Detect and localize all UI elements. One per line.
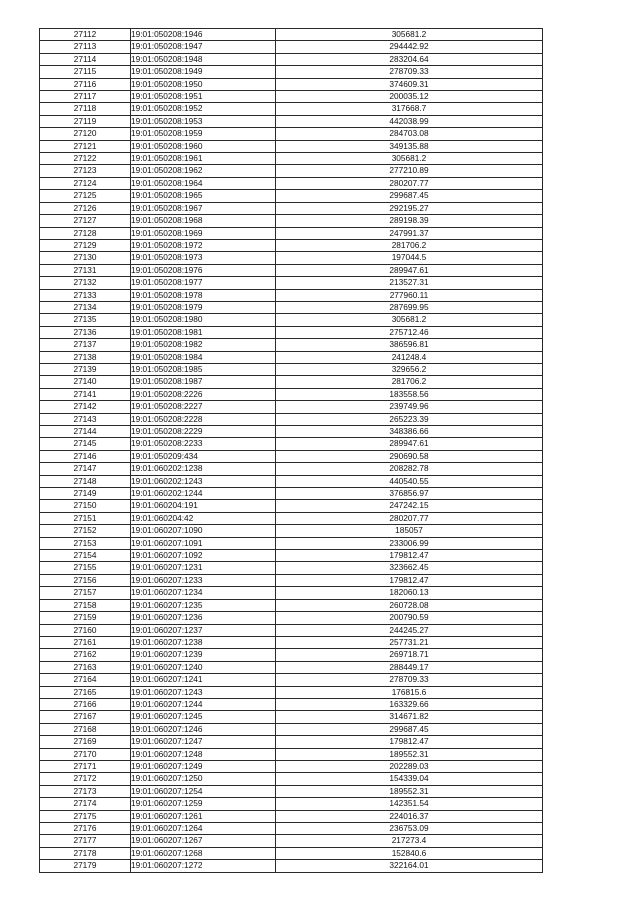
table-row (40, 66, 543, 78)
cadastral-value-cell: 305681.2 (276, 29, 543, 41)
row-number-cell: 27125 (40, 190, 131, 202)
row-number-cell: 27145 (40, 438, 131, 450)
cadastral-value-cell: 283204.64 (276, 53, 543, 65)
cadastral-number-cell: 19:01:060207:1090 (131, 525, 276, 537)
row-number-cell: 27178 (40, 847, 131, 859)
row-number-cell: 27162 (40, 649, 131, 661)
table-row (40, 661, 543, 673)
cadastral-number-cell: 19:01:060207:1237 (131, 624, 276, 636)
cadastral-number-cell: 19:01:060207:1264 (131, 823, 276, 835)
cadastral-value-cell: 287699.95 (276, 301, 543, 313)
cadastral-number-cell: 19:01:060207:1235 (131, 599, 276, 611)
cadastral-number-cell: 19:01:050208:1982 (131, 339, 276, 351)
table-row (40, 698, 543, 710)
cadastral-value-cell: 305681.2 (276, 314, 543, 326)
cadastral-number-cell: 19:01:050208:1973 (131, 252, 276, 264)
cadastral-number-cell: 19:01:050208:1948 (131, 53, 276, 65)
table-row (40, 239, 543, 251)
cadastral-value-cell: 236753.09 (276, 823, 543, 835)
cadastral-number-cell: 19:01:050208:1978 (131, 289, 276, 301)
table-row (40, 550, 543, 562)
cadastral-number-cell: 19:01:050208:1961 (131, 153, 276, 165)
cadastral-number-cell: 19:01:050208:1979 (131, 301, 276, 313)
cadastral-value-cell: 213527.31 (276, 277, 543, 289)
cadastral-value-cell: 260728.08 (276, 599, 543, 611)
row-number-cell: 27154 (40, 550, 131, 562)
row-number-cell: 27133 (40, 289, 131, 301)
table-row (40, 438, 543, 450)
cadastral-number-cell: 19:01:050208:1965 (131, 190, 276, 202)
cadastral-value-cell: 182060.13 (276, 587, 543, 599)
cadastral-value-table (39, 28, 543, 873)
cadastral-number-cell: 19:01:050208:1950 (131, 78, 276, 90)
row-number-cell: 27147 (40, 463, 131, 475)
row-number-cell: 27139 (40, 363, 131, 375)
cadastral-value-cell: 305681.2 (276, 153, 543, 165)
row-number-cell: 27161 (40, 636, 131, 648)
table-row (40, 227, 543, 239)
cadastral-number-cell: 19:01:060202:1243 (131, 475, 276, 487)
table-row (40, 413, 543, 425)
row-number-cell: 27123 (40, 165, 131, 177)
cadastral-value-cell: 314671.82 (276, 711, 543, 723)
row-number-cell: 27174 (40, 798, 131, 810)
table-row (40, 636, 543, 648)
cadastral-number-cell: 19:01:050208:1951 (131, 91, 276, 103)
table-row (40, 587, 543, 599)
table-row (40, 798, 543, 810)
cadastral-value-cell: 154339.04 (276, 773, 543, 785)
row-number-cell: 27173 (40, 785, 131, 797)
table-row (40, 301, 543, 313)
row-number-cell: 27169 (40, 736, 131, 748)
cadastral-value-cell: 142351.54 (276, 798, 543, 810)
row-number-cell: 27153 (40, 537, 131, 549)
cadastral-value-cell: 374609.31 (276, 78, 543, 90)
table-row (40, 314, 543, 326)
cadastral-value-cell: 275712.46 (276, 326, 543, 338)
cadastral-value-cell: 217273.4 (276, 835, 543, 847)
table-row (40, 103, 543, 115)
cadastral-number-cell: 19:01:060207:1272 (131, 860, 276, 872)
row-number-cell: 27165 (40, 686, 131, 698)
cadastral-value-cell: 280207.77 (276, 177, 543, 189)
cadastral-number-cell: 19:01:060207:1259 (131, 798, 276, 810)
cadastral-number-cell: 19:01:050208:1969 (131, 227, 276, 239)
row-number-cell: 27150 (40, 500, 131, 512)
cadastral-value-cell: 179812.47 (276, 574, 543, 586)
row-number-cell: 27112 (40, 29, 131, 41)
cadastral-number-cell: 19:01:050208:2226 (131, 388, 276, 400)
cadastral-number-cell: 19:01:060207:1239 (131, 649, 276, 661)
cadastral-value-cell: 269718.71 (276, 649, 543, 661)
row-number-cell: 27131 (40, 264, 131, 276)
cadastral-value-cell: 202289.03 (276, 760, 543, 772)
cadastral-number-cell: 19:01:050208:2228 (131, 413, 276, 425)
cadastral-value-cell: 289947.61 (276, 438, 543, 450)
table-row (40, 165, 543, 177)
row-number-cell: 27146 (40, 450, 131, 462)
cadastral-number-cell: 19:01:060207:1261 (131, 810, 276, 822)
cadastral-number-cell: 19:01:050209:434 (131, 450, 276, 462)
row-number-cell: 27155 (40, 562, 131, 574)
table-body (40, 29, 543, 873)
cadastral-value-cell: 322164.01 (276, 860, 543, 872)
table-row (40, 785, 543, 797)
table-row (40, 748, 543, 760)
row-number-cell: 27167 (40, 711, 131, 723)
cadastral-number-cell: 19:01:050208:2229 (131, 426, 276, 438)
row-number-cell: 27136 (40, 326, 131, 338)
cadastral-value-cell: 265223.39 (276, 413, 543, 425)
table-row (40, 624, 543, 636)
table-row (40, 537, 543, 549)
table-row (40, 41, 543, 53)
cadastral-number-cell: 19:01:050208:1968 (131, 215, 276, 227)
table-row (40, 78, 543, 90)
row-number-cell: 27127 (40, 215, 131, 227)
table-row (40, 153, 543, 165)
cadastral-number-cell: 19:01:050208:1976 (131, 264, 276, 276)
row-number-cell: 27130 (40, 252, 131, 264)
table-row (40, 612, 543, 624)
cadastral-value-cell: 185057 (276, 525, 543, 537)
table-row (40, 401, 543, 413)
cadastral-value-cell: 289198.39 (276, 215, 543, 227)
table-row (40, 115, 543, 127)
row-number-cell: 27138 (40, 351, 131, 363)
row-number-cell: 27144 (40, 426, 131, 438)
row-number-cell: 27128 (40, 227, 131, 239)
cadastral-value-cell: 257731.21 (276, 636, 543, 648)
cadastral-value-cell: 349135.88 (276, 140, 543, 152)
row-number-cell: 27168 (40, 723, 131, 735)
cadastral-number-cell: 19:01:060207:1243 (131, 686, 276, 698)
row-number-cell: 27177 (40, 835, 131, 847)
table-row (40, 190, 543, 202)
table-row (40, 128, 543, 140)
row-number-cell: 27166 (40, 698, 131, 710)
row-number-cell: 27163 (40, 661, 131, 673)
cadastral-number-cell: 19:01:050208:1980 (131, 314, 276, 326)
cadastral-value-cell: 189552.31 (276, 785, 543, 797)
cadastral-value-cell: 294442.92 (276, 41, 543, 53)
cadastral-number-cell: 19:01:060207:1245 (131, 711, 276, 723)
table-row (40, 277, 543, 289)
cadastral-value-cell: 244245.27 (276, 624, 543, 636)
cadastral-number-cell: 19:01:060207:1250 (131, 773, 276, 785)
cadastral-value-cell: 197044.5 (276, 252, 543, 264)
cadastral-value-cell: 200035.12 (276, 91, 543, 103)
cadastral-value-cell: 241248.4 (276, 351, 543, 363)
table-row (40, 674, 543, 686)
cadastral-number-cell: 19:01:050208:1987 (131, 376, 276, 388)
cadastral-number-cell: 19:01:050208:1981 (131, 326, 276, 338)
row-number-cell: 27160 (40, 624, 131, 636)
cadastral-number-cell: 19:01:060207:1231 (131, 562, 276, 574)
table-row (40, 363, 543, 375)
cadastral-number-cell: 19:01:060207:1091 (131, 537, 276, 549)
cadastral-number-cell: 19:01:060207:1241 (131, 674, 276, 686)
row-number-cell: 27124 (40, 177, 131, 189)
table-row (40, 562, 543, 574)
cadastral-number-cell: 19:01:060202:1244 (131, 488, 276, 500)
row-number-cell: 27129 (40, 239, 131, 251)
cadastral-number-cell: 19:01:050208:1962 (131, 165, 276, 177)
cadastral-number-cell: 19:01:060207:1234 (131, 587, 276, 599)
cadastral-value-cell: 386596.81 (276, 339, 543, 351)
cadastral-number-cell: 19:01:060204:191 (131, 500, 276, 512)
table-row (40, 53, 543, 65)
row-number-cell: 27120 (40, 128, 131, 140)
cadastral-number-cell: 19:01:050208:1946 (131, 29, 276, 41)
row-number-cell: 27113 (40, 41, 131, 53)
cadastral-value-cell: 233006.99 (276, 537, 543, 549)
table-row (40, 351, 543, 363)
cadastral-number-cell: 19:01:060207:1244 (131, 698, 276, 710)
cadastral-value-cell: 239749.96 (276, 401, 543, 413)
row-number-cell: 27119 (40, 115, 131, 127)
row-number-cell: 27170 (40, 748, 131, 760)
table-row (40, 823, 543, 835)
cadastral-value-cell: 163329.66 (276, 698, 543, 710)
cadastral-value-cell: 440540.55 (276, 475, 543, 487)
table-row (40, 29, 543, 41)
cadastral-value-cell: 278709.33 (276, 674, 543, 686)
table-row (40, 289, 543, 301)
row-number-cell: 27151 (40, 512, 131, 524)
table-row (40, 140, 543, 152)
cadastral-value-cell: 179812.47 (276, 550, 543, 562)
cadastral-number-cell: 19:01:060207:1268 (131, 847, 276, 859)
cadastral-value-cell: 281706.2 (276, 376, 543, 388)
table-row (40, 711, 543, 723)
cadastral-value-cell: 247242.15 (276, 500, 543, 512)
cadastral-number-cell: 19:01:060202:1238 (131, 463, 276, 475)
table-row (40, 512, 543, 524)
row-number-cell: 27118 (40, 103, 131, 115)
cadastral-value-cell: 224016.37 (276, 810, 543, 822)
cadastral-value-cell: 176815.6 (276, 686, 543, 698)
table-row (40, 450, 543, 462)
cadastral-number-cell: 19:01:060207:1254 (131, 785, 276, 797)
table-row (40, 599, 543, 611)
cadastral-number-cell: 19:01:060207:1236 (131, 612, 276, 624)
cadastral-value-cell: 152840.6 (276, 847, 543, 859)
cadastral-value-cell: 442038.99 (276, 115, 543, 127)
table-row (40, 723, 543, 735)
row-number-cell: 27152 (40, 525, 131, 537)
cadastral-value-cell: 208282.78 (276, 463, 543, 475)
row-number-cell: 27134 (40, 301, 131, 313)
cadastral-value-cell: 277960.11 (276, 289, 543, 301)
cadastral-number-cell: 19:01:050208:1952 (131, 103, 276, 115)
table-row (40, 202, 543, 214)
cadastral-number-cell: 19:01:050208:2227 (131, 401, 276, 413)
table-row (40, 177, 543, 189)
cadastral-number-cell: 19:01:050208:1984 (131, 351, 276, 363)
cadastral-value-cell: 292195.27 (276, 202, 543, 214)
cadastral-number-cell: 19:01:060207:1249 (131, 760, 276, 772)
row-number-cell: 27175 (40, 810, 131, 822)
table-row (40, 649, 543, 661)
cadastral-value-cell: 290690.58 (276, 450, 543, 462)
cadastral-value-cell: 277210.89 (276, 165, 543, 177)
row-number-cell: 27117 (40, 91, 131, 103)
table-row (40, 215, 543, 227)
table-row (40, 376, 543, 388)
table-row (40, 475, 543, 487)
cadastral-value-cell: 247991.37 (276, 227, 543, 239)
row-number-cell: 27171 (40, 760, 131, 772)
cadastral-number-cell: 19:01:050208:1964 (131, 177, 276, 189)
row-number-cell: 27172 (40, 773, 131, 785)
table-row (40, 488, 543, 500)
cadastral-value-cell: 200790.59 (276, 612, 543, 624)
row-number-cell: 27159 (40, 612, 131, 624)
row-number-cell: 27121 (40, 140, 131, 152)
table-row (40, 686, 543, 698)
table-row (40, 426, 543, 438)
table-row (40, 252, 543, 264)
row-number-cell: 27176 (40, 823, 131, 835)
cadastral-value-cell: 288449.17 (276, 661, 543, 673)
cadastral-value-cell: 329656.2 (276, 363, 543, 375)
table-row (40, 339, 543, 351)
cadastral-value-cell: 183558.56 (276, 388, 543, 400)
cadastral-number-cell: 19:01:060204:42 (131, 512, 276, 524)
cadastral-value-cell: 348386.66 (276, 426, 543, 438)
cadastral-number-cell: 19:01:060207:1238 (131, 636, 276, 648)
row-number-cell: 27164 (40, 674, 131, 686)
row-number-cell: 27114 (40, 53, 131, 65)
table-row (40, 860, 543, 872)
row-number-cell: 27156 (40, 574, 131, 586)
cadastral-number-cell: 19:01:050208:1947 (131, 41, 276, 53)
cadastral-number-cell: 19:01:050208:1972 (131, 239, 276, 251)
table-row (40, 773, 543, 785)
row-number-cell: 27137 (40, 339, 131, 351)
row-number-cell: 27141 (40, 388, 131, 400)
row-number-cell: 27140 (40, 376, 131, 388)
row-number-cell: 27179 (40, 860, 131, 872)
table-row (40, 574, 543, 586)
cadastral-number-cell: 19:01:050208:1949 (131, 66, 276, 78)
table-row (40, 760, 543, 772)
cadastral-number-cell: 19:01:060207:1240 (131, 661, 276, 673)
cadastral-number-cell: 19:01:050208:1977 (131, 277, 276, 289)
table-row (40, 463, 543, 475)
cadastral-number-cell: 19:01:050208:1953 (131, 115, 276, 127)
cadastral-number-cell: 19:01:050208:1985 (131, 363, 276, 375)
cadastral-number-cell: 19:01:050208:2233 (131, 438, 276, 450)
cadastral-number-cell: 19:01:050208:1967 (131, 202, 276, 214)
cadastral-value-cell: 289947.61 (276, 264, 543, 276)
cadastral-number-cell: 19:01:060207:1092 (131, 550, 276, 562)
cadastral-value-cell: 278709.33 (276, 66, 543, 78)
cadastral-value-cell: 323662.45 (276, 562, 543, 574)
table-row (40, 91, 543, 103)
row-number-cell: 27149 (40, 488, 131, 500)
row-number-cell: 27116 (40, 78, 131, 90)
cadastral-value-cell: 317668.7 (276, 103, 543, 115)
table-row (40, 736, 543, 748)
cadastral-value-cell: 299687.45 (276, 190, 543, 202)
table-row (40, 264, 543, 276)
table-row (40, 847, 543, 859)
cadastral-value-cell: 280207.77 (276, 512, 543, 524)
cadastral-value-cell: 179812.47 (276, 736, 543, 748)
table-row (40, 500, 543, 512)
table-row (40, 326, 543, 338)
cadastral-value-cell: 299687.45 (276, 723, 543, 735)
row-number-cell: 27143 (40, 413, 131, 425)
cadastral-number-cell: 19:01:060207:1267 (131, 835, 276, 847)
cadastral-number-cell: 19:01:060207:1246 (131, 723, 276, 735)
cadastral-number-cell: 19:01:050208:1960 (131, 140, 276, 152)
row-number-cell: 27122 (40, 153, 131, 165)
row-number-cell: 27135 (40, 314, 131, 326)
table-row (40, 525, 543, 537)
row-number-cell: 27115 (40, 66, 131, 78)
row-number-cell: 27158 (40, 599, 131, 611)
cadastral-value-cell: 281706.2 (276, 239, 543, 251)
cadastral-number-cell: 19:01:060207:1247 (131, 736, 276, 748)
cadastral-value-cell: 376856.97 (276, 488, 543, 500)
table-row (40, 388, 543, 400)
cadastral-number-cell: 19:01:060207:1248 (131, 748, 276, 760)
cadastral-value-cell: 189552.31 (276, 748, 543, 760)
cadastral-value-cell: 284703.08 (276, 128, 543, 140)
row-number-cell: 27142 (40, 401, 131, 413)
table-row (40, 835, 543, 847)
cadastral-number-cell: 19:01:050208:1959 (131, 128, 276, 140)
row-number-cell: 27157 (40, 587, 131, 599)
table-row (40, 810, 543, 822)
cadastral-number-cell: 19:01:060207:1233 (131, 574, 276, 586)
row-number-cell: 27126 (40, 202, 131, 214)
row-number-cell: 27132 (40, 277, 131, 289)
row-number-cell: 27148 (40, 475, 131, 487)
